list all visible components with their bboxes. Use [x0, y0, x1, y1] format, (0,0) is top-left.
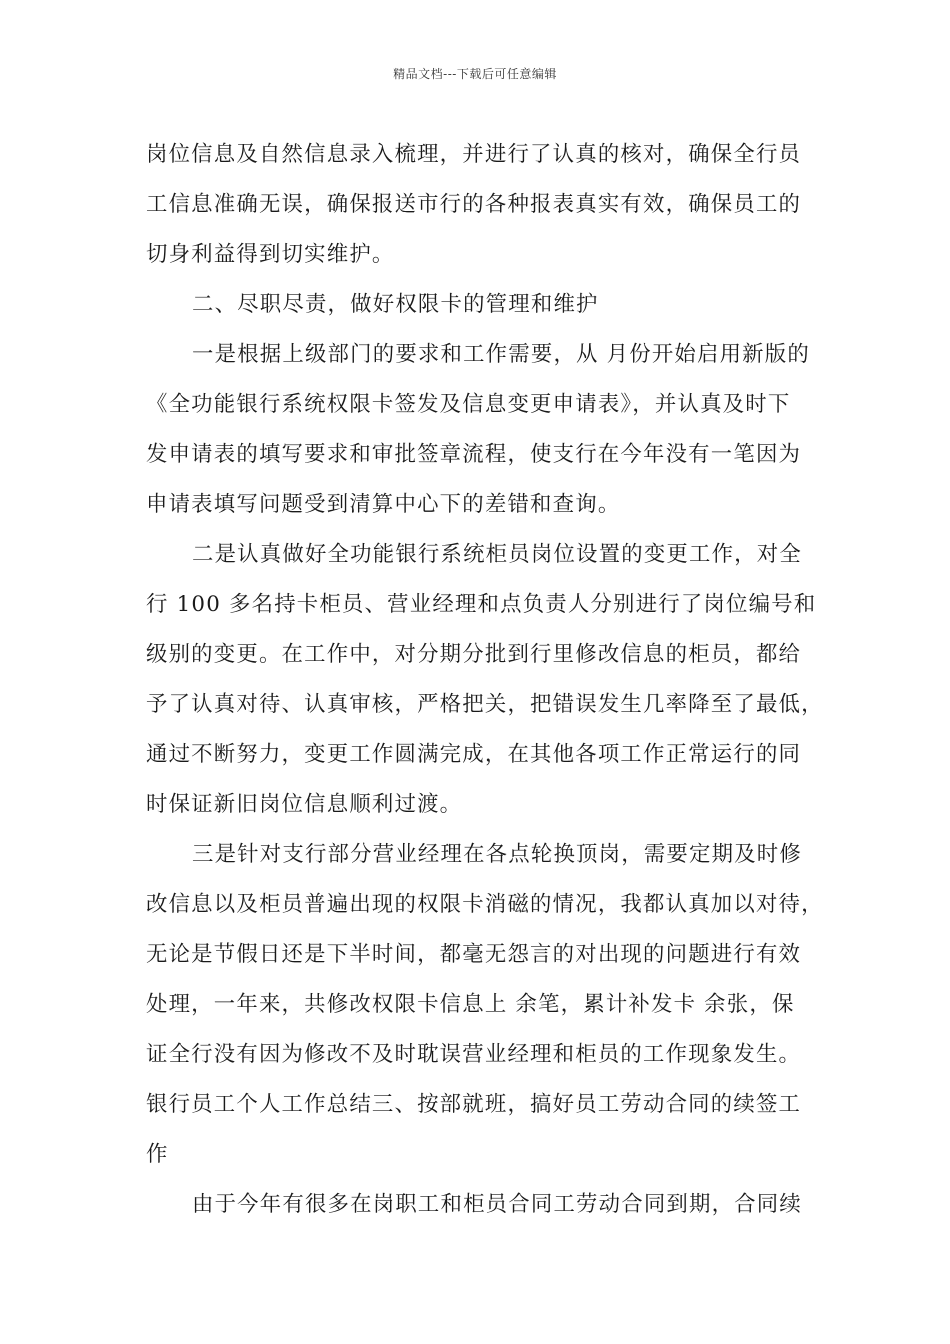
- body-line: 时保证新旧岗位信息顺利过渡。: [146, 792, 463, 817]
- body-line: 二是认真做好全功能银行系统柜员岗位设置的变更工作，对全: [192, 542, 802, 567]
- document-body: [146, 130, 836, 1230]
- section-heading: 二、尽职尽责，做好权限卡的管理和维护: [192, 292, 599, 317]
- body-line: 申请表填写问题受到清算中心下的差错和查询。: [146, 492, 621, 517]
- body-line: 发申请表的填写要求和审批签章流程，使支行在今年没有一笔因为: [146, 442, 802, 467]
- page-header: 精品文档---下载后可任意编辑: [393, 67, 557, 81]
- body-line: 由于今年有很多在岗职工和柜员合同工劳动合同到期，合同续: [192, 1192, 802, 1217]
- body-line: 岗位信息及自然信息录入梳理，并进行了认真的核对，确保全行员: [146, 142, 802, 167]
- body-line: 《全功能银行系统权限卡签发及信息变更申请表》，并认真及时下: [146, 392, 791, 417]
- body-line: 通过不断努力，变更工作圆满完成，在其他各项工作正常运行的同: [146, 742, 802, 767]
- section-heading: 作: [146, 1142, 169, 1167]
- body-line: 处理，一年来，共修改权限卡信息上 余笔，累计补发卡 余张，保: [146, 992, 795, 1017]
- body-line: 一是根据上级部门的要求和工作需要，从 月份开始启用新版的: [192, 342, 810, 367]
- body-line: 改信息以及柜员普遍出现的权限卡消磁的情况，我都认真加以对待，: [146, 892, 824, 917]
- section-heading: 银行员工个人工作总结三、按部就班，搞好员工劳动合同的续签工: [146, 1092, 802, 1117]
- body-line: 证全行没有因为修改不及时耽误营业经理和柜员的工作现象发生。: [146, 1042, 802, 1067]
- body-line: 级别的变更。在工作中，对分期分批到行里修改信息的柜员，都给: [146, 642, 802, 667]
- body-line: 三是针对支行部分营业经理在各点轮换顶岗，需要定期及时修: [192, 842, 802, 867]
- body-line: 予了认真对待、认真审核，严格把关，把错误发生几率降至了最低，: [146, 692, 824, 717]
- body-line: 工信息准确无误，确保报送市行的各种报表真实有效，确保员工的: [146, 192, 802, 217]
- body-line: 无论是节假日还是下半时间，都毫无怨言的对出现的问题进行有效: [146, 942, 802, 967]
- body-line: 切身利益得到切实维护。: [146, 242, 395, 267]
- body-line: 行 100 多名持卡柜员、营业经理和点负责人分别进行了岗位编号和: [146, 592, 817, 617]
